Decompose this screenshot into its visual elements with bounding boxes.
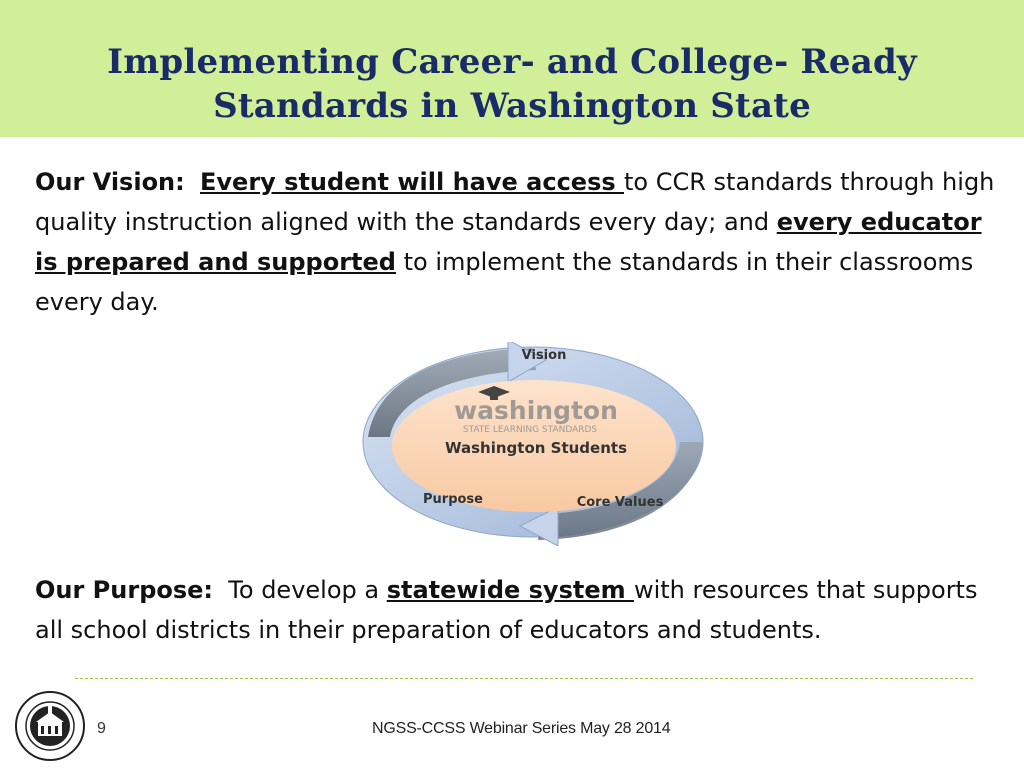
purpose-paragraph [35,570,995,650]
footer-divider [75,678,973,679]
vision-text-1: to CCR standards through high quality instruction aligned with the standards every day; and [35,168,995,236]
state-seal-icon [14,690,86,762]
purpose-emphasis: statewide system [386,576,634,604]
purpose-text-1: To develop a [228,576,387,604]
slide-title [0,40,1024,128]
purpose-text-2: with resources that supports all school districts in their preparation of educators and students. [35,576,978,644]
vision-emphasis-educators: every educator is prepared and supported [35,208,982,276]
label-vision: Vision [521,348,567,363]
footer-text: NGSS-CCSS Webinar Series May 28 2014 [372,720,671,737]
vision-label: Our Vision: [35,168,185,196]
label-purpose: Purpose [423,492,483,507]
vision-paragraph [35,162,995,322]
vision-cycle-diagram [358,342,710,546]
purpose-label: Our Purpose: [35,576,214,604]
logo-word: washington [454,396,618,425]
vision-text-2: to implement the standards in their classrooms every day. [35,248,974,316]
vision-emphasis-students: Every student will have access [200,168,624,196]
label-core-values: Core Values [576,495,664,510]
page-number: 9 [97,720,106,737]
center-label: Washington Students [444,439,628,457]
title-line-2: Standards in Washington State [213,86,811,126]
title-line-1: Implementing Career- and College- Ready [107,42,917,82]
logo-subtitle: STATE LEARNING STANDARDS [462,425,598,435]
